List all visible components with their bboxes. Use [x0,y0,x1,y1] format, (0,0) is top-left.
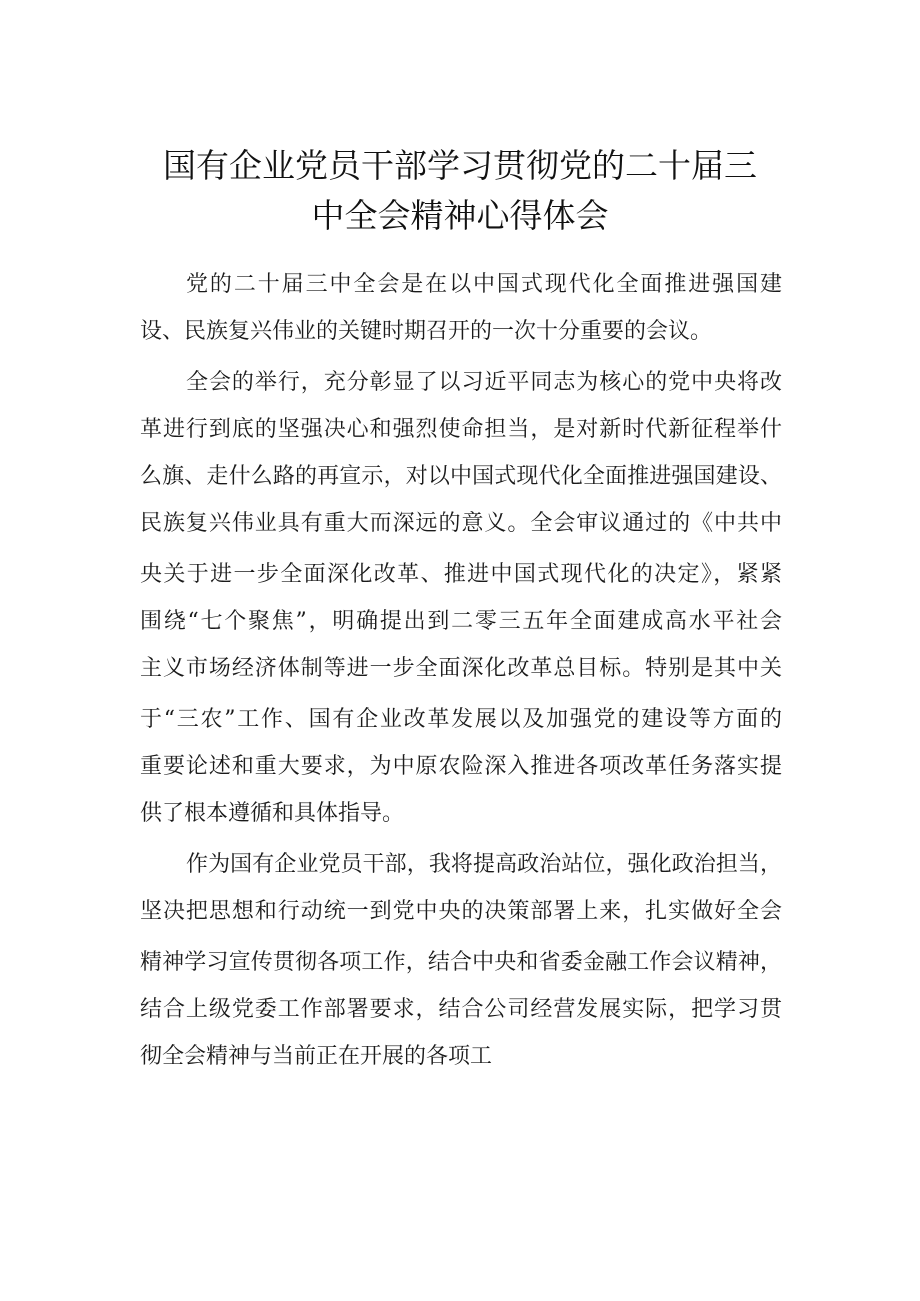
paragraph-2-line-10: 供了根本遵循和具体指导。 [140,801,405,826]
paragraph-3-line-1: 作为国有企业党员干部，我将提高政治站位，强化政治担当， [186,852,782,877]
paragraph-2-line-3: 么旗、走什么路的再宣示，对以中国式现代化全面推进强国建设、 [140,464,782,489]
paragraph-1-line-2: 设、民族复兴伟业的关键时期召开的一次十分重要的会议。 [140,319,713,344]
paragraph-2-line-5: 央关于进一步全面深化改革、推进中国式现代化的决定》，紧紧 [140,562,782,587]
paragraph-3-line-4: 结合上级党委工作部署要求，结合公司经营发展实际，把学习贯 [140,997,782,1022]
paragraph-2-line-7: 主义市场经济体制等进一步全面深化改革总目标。特别是其中关 [140,656,782,681]
paragraph-2-line-6: 围绕“七个聚焦”，明确提出到二零三五年全面建成高水平社会 [140,609,782,634]
paragraph-2-line-8: 于“三农”工作、国有企业改革发展以及加强党的建设等方面的 [140,707,782,732]
paragraph-2-line-1: 全会的举行，充分彰显了以习近平同志为核心的党中央将改 [186,370,782,395]
paragraph-2-line-9: 重要论述和重大要求，为中原农险深入推进各项改革任务落实提 [140,754,782,779]
paragraph-3-line-3: 精神学习宣传贯彻各项工作，结合中央和省委金融工作会议精神， [140,950,782,975]
paragraph-2-line-2: 革进行到底的坚强决心和强烈使命担当，是对新时代新征程举什 [140,417,782,442]
paragraph-2-line-4: 民族复兴伟业具有重大而深远的意义。全会审议通过的《中共中 [140,511,782,536]
document-title-line-1: 国有企业党员干部学习贯彻党的二十届三 [163,146,757,185]
paragraph-3-line-2: 坚决把思想和行动统一到党中央的决策部署上来，扎实做好全会 [140,899,782,924]
document-title-line-2: 中全会精神心得体会 [311,196,609,235]
paragraph-1-line-1: 党的二十届三中全会是在以中国式现代化全面推进强国建 [186,272,782,297]
paragraph-3-line-5: 彻全会精神与当前正在开展的各项工 [140,1044,493,1069]
